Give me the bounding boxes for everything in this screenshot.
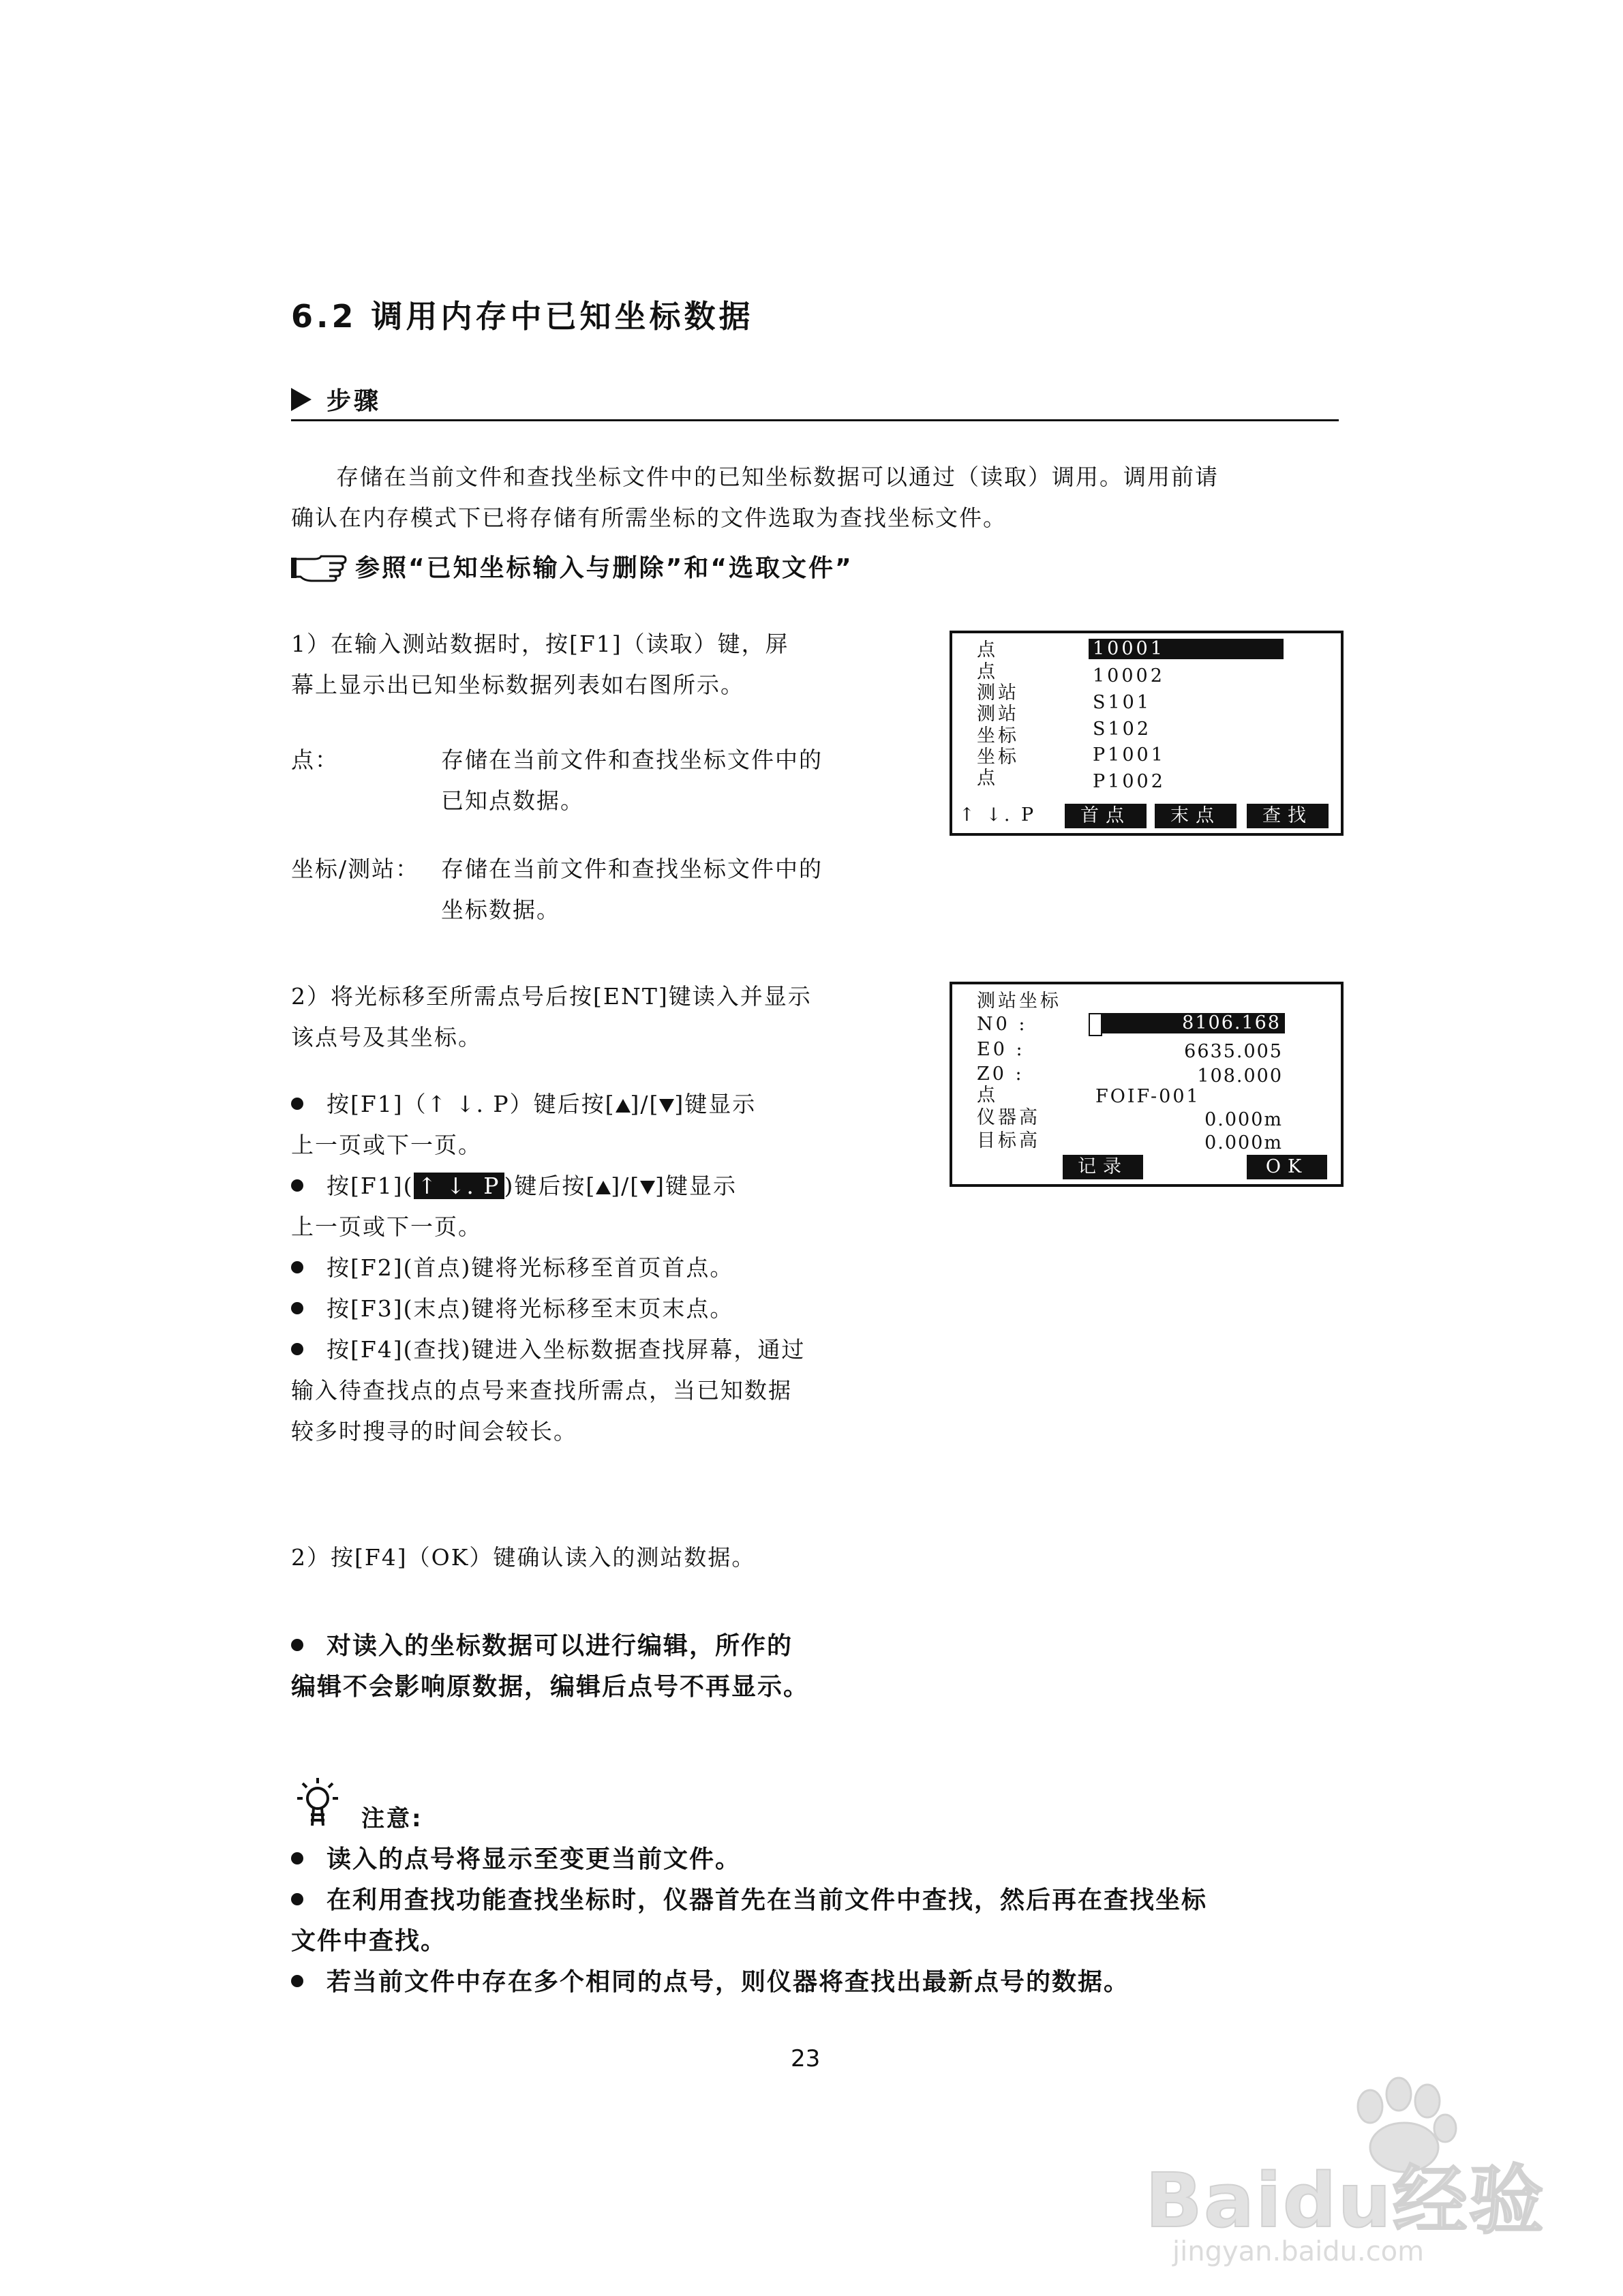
lightbulb-icon [293,1772,348,1834]
point-s102[interactable]: S102 [1093,719,1152,740]
bullet-dot [291,1261,303,1273]
point-10002[interactable]: 10002 [1093,665,1165,686]
page-number: 23 [791,2045,821,2072]
point-value[interactable]: FOIF-001 [1095,1086,1200,1107]
baidu-watermark [1145,2066,1547,2270]
row-label-2: 点 [977,661,998,682]
pointing-hand-icon [291,551,347,582]
bullet-dot [291,1639,303,1651]
row-label-1: 点 [977,639,998,661]
watermark-url[interactable]: jingyan.baidu.com [1172,2236,1425,2267]
steps-heading [291,382,381,417]
row-label-5: 坐标 [977,725,1019,746]
instrument-height-label: 仪器高 [977,1107,1040,1128]
point-label: 点 [977,1085,998,1106]
z0-value[interactable]: 108.000 [1197,1066,1283,1087]
coord-desc-line-1: 存储在当前文件和查找坐标文件中的 [441,856,823,882]
bullet-f1-b: 按[F1]( ↑ ↓. P )键后按[ ]/[ ]键显示 [291,1166,945,1207]
intro-line-2: 确认在内存模式下已将存储有所需坐标的文件选取为查找坐标文件。 [291,504,1007,531]
row-label-6: 坐标 [977,746,1019,768]
bullet-f1-b-cont: 上一页或下一页。 [291,1213,482,1240]
note-3: 若当前文件中存在多个相同的点号，则仪器将查找出最新点号的数据。 [291,1962,1354,2003]
coord-desc-line-2: 坐标数据。 [441,896,560,923]
instrument-height-value[interactable]: 0.000m [1204,1109,1283,1130]
screen2-title: 测站坐标 [977,991,1061,1012]
inverted-nav-key: ↑ ↓. P [414,1173,504,1199]
point-p1001[interactable]: P1001 [1093,744,1166,766]
notes-heading: 注意: [361,1805,423,1832]
edit-note-line-1: 对读入的坐标数据可以进行编辑，所作的 [291,1626,973,1667]
reference-line [291,549,853,584]
e0-value[interactable]: 6635.005 [1184,1041,1283,1062]
z0-label: Z0 : [977,1063,1025,1085]
row-label-3: 测站 [977,682,1019,704]
triangle-right-icon [291,388,312,411]
search-key[interactable]: 查找 [1247,804,1329,828]
ok-key[interactable]: OK [1247,1155,1327,1179]
bullet-dot [291,1343,303,1355]
target-height-label: 目标高 [977,1130,1040,1151]
n0-value[interactable]: 8106.168 [1102,1013,1285,1033]
point-description [441,740,918,821]
lcd-screen-point-list [950,631,1344,836]
edit-note [291,1626,973,1708]
last-point-key[interactable]: 末点 [1155,804,1237,828]
row-label-7: 点 [977,768,998,789]
step2-line-2: 该点号及其坐标。 [291,1024,482,1051]
bullet-dot [291,1302,303,1314]
down-triangle-icon [640,1181,655,1194]
bullet-dot [291,1098,303,1110]
steps-heading-label: 步骤 [327,387,382,415]
reference-text: 参照“已知坐标输入与删除”和“选取文件” [355,554,853,582]
step2-paragraph [291,976,905,1058]
record-key[interactable]: 记录 [1063,1155,1143,1179]
note-2: 在利用查找功能查找坐标时，仪器首先在当前文件中查找，然后再在查找坐标 [291,1880,1354,1921]
notes-list [291,1839,1354,2003]
down-triangle-icon [659,1099,674,1113]
cursor-box [1089,1013,1102,1036]
edit-note-line-2: 编辑不会影响原数据，编辑后点号不再显示。 [291,1673,810,1701]
intro-paragraph [291,457,1341,539]
heading-rule [291,419,1339,421]
step1-paragraph [291,624,905,706]
point-term: 点： [291,746,339,773]
row-label-4: 测站 [977,704,1019,725]
point-desc-line-2: 已知点数据。 [441,787,584,814]
up-triangle-icon [616,1099,631,1113]
coord-description [441,849,918,931]
point-p1002[interactable]: P1002 [1093,771,1166,792]
point-s101[interactable]: S101 [1093,692,1152,713]
e0-label: E0 : [977,1039,1025,1060]
bullet-dot [291,1975,303,1987]
first-point-key[interactable]: 首点 [1065,804,1147,828]
nav-key-label[interactable]: ↑ ↓. P [959,804,1037,826]
watermark-logo-text: Baidu经验 [1145,2157,1545,2244]
step1-line-2: 幕上显示出已知坐标数据列表如右图所示。 [291,671,744,698]
coord-term: 坐标/测站： [291,856,420,882]
step2-bullets [291,1084,945,1452]
bullet-f1-a-cont: 上一页或下一页。 [291,1132,482,1158]
bullet-f4-cont-2: 较多时搜寻的时间会较长。 [291,1418,577,1445]
step3-line: 2）按[F4]（OK）键确认读入的测站数据。 [291,1544,756,1571]
bullet-dot [291,1179,303,1192]
bullet-dot [291,1852,303,1864]
step1-line-1: 1）在输入测站数据时，按[F1]（读取）键，屏 [291,631,789,657]
bullet-f1-a: 按[F1]（↑ ↓. P）键后按[ ]/[ ]键显示 [291,1084,945,1125]
step2-line-1: 2）将光标移至所需点号后按[ENT]键读入并显示 [291,983,812,1010]
lcd-screen-station-coords [950,982,1344,1187]
target-height-value[interactable]: 0.000m [1204,1132,1283,1153]
point-desc-line-1: 存储在当前文件和查找坐标文件中的 [441,746,823,773]
bullet-dot [291,1893,303,1905]
bullet-f3: 按[F3](末点)键将光标移至末页末点。 [291,1288,945,1329]
note-1: 读入的点号将显示至变更当前文件。 [291,1839,1354,1880]
bullet-f2: 按[F2](首点)键将光标移至首页首点。 [291,1248,945,1288]
intro-line-1: 存储在当前文件和查找坐标文件中的已知坐标数据可以通过（读取）调用。调用前请 [336,464,1219,490]
selected-point-10001[interactable]: 10001 [1089,639,1284,659]
up-triangle-icon [596,1181,611,1194]
bullet-f4: 按[F4](查找)键进入坐标数据查找屏幕，通过 [291,1329,945,1370]
note-2-cont: 文件中查找。 [291,1927,447,1955]
n0-label: N0 : [977,1014,1028,1035]
section-title: 6.2 调用内存中已知坐标数据 [291,298,754,335]
bullet-f4-cont-1: 输入待查找点的点号来查找所需点，当已知数据 [291,1377,792,1404]
